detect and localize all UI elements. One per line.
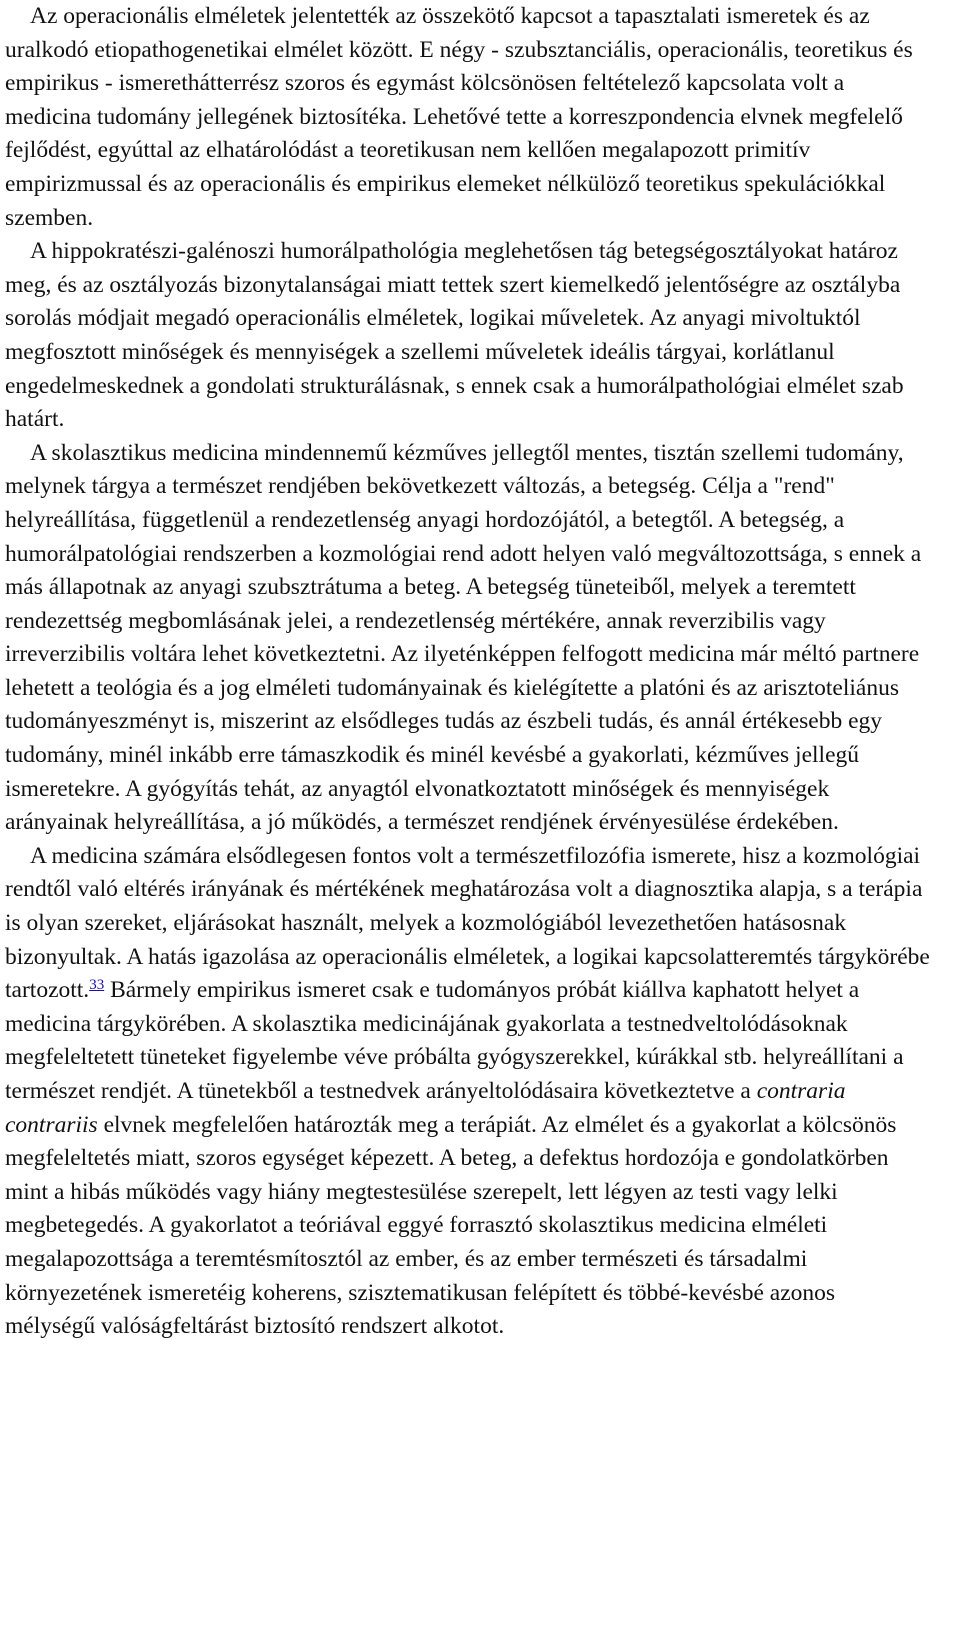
footnote-ref-link[interactable]: 33 — [89, 977, 105, 994]
paragraph-2: A hippokratészi-galénoszi humorálpathológia meglehetősen tág betegségosztályokat határoz meg, és az osztályozás bizonytalanságai miatt tettek szert kiemelkedő jelentőségre az osztályba sorolás módjait megadó operacionális elméletek, logikai műveletek. Az anyagi mivoltuktól megfosztott minőségek és mennyiségek a szellemi műveletek ideális tárgyai, korlátlanul engedelmeskednek a gondolati strukturálásnak, s ennek csak a humorálpathológiai elmélet szab határt. — [5, 238, 904, 433]
paragraph-1: Az operacionális elméletek jelentették az összekötő kapcsot a tapasztalati ismeretek és az uralkodó etiopathogenetikai elmélet között. E négy - szubsztanciális, operacionális, teoretikus és empirikus - ismerethátterrész szoros és egymást kölcsönösen feltételező kapcsolata volt a medicina tudomány jellegének biztosítéka. Lehetővé tette a korreszpondencia elvnek megfelelő fejlődést, egyúttal az elhatárolódást a teoretikusan nem kellően megalapozott primitív empirizmussal és az operacionális és empirikus elemeket nélkülöző teoretikus spekulációkkal szemben. — [5, 3, 913, 231]
latin-phrase: contraria contrariis — [5, 1078, 846, 1138]
paragraph-4 — [5, 840, 930, 1344]
paragraph-4-text-end: elvnek megfelelően határozták meg a terápiát. Az elmélet és a gyakorlat a kölcsönös megfeleltetés miatt, szoros egységet képezett. A beteg, a defektus hordozója e gondolatkörben mint a hibás működés vagy hiány megtestesülése szerepelt, lett légyen az testi vagy lelki megbetegedés. A gyakorlatot a teóriával eggyé forrasztó skolasztikus medicina elméleti megalapozottsága a teremtésmítosztól az ember, és az ember természeti és társadalmi környezetének ismeretéig koherens, szisztematikusan felépített és többé-kevésbé azonos mélységű valóságfeltárást biztosító rendszert alkotot. — [5, 1111, 897, 1340]
paragraph-4-text-before-footnote: A medicina számára elsődlegesen fontos volt a természetfilozófia ismerete, hisz a kozmológiai rendtől való eltérés irányának és mértékének meghatározása volt a diagnosztika alapja, s a terápia is olyan szereket, eljárásokat használt, melyek a kozmológiából levezethetően hatásosnak bizonyultak. A hatás igazolása az operacionális elméletek, a logikai kapcsolatteremtés tárgykörébe tartozott. — [5, 842, 930, 1004]
paragraph-4-text-after-footnote: Bármely empirikus ismeret csak e tudományos próbát kiállva kaphatott helyet a medicina tárgykörében. A skolasztika medicinájának gyakorlata a testnedveltolódásoknak megfeleltetett tüneteket figyelembe véve próbálta gyógyszerekkel, kúrákkal stb. helyreállítani a természet rendjét. A tünetekből a testnedvek arányeltolódásaira következtetve a — [5, 977, 904, 1104]
paragraph-3: A skolasztikus medicina mindennemű kézműves jellegtől mentes, tisztán szellemi tudomány, melynek tárgya a természet rendjében bekövetkezett változás, a betegség. Célja a "rend" helyreállítása, függetlenül a rendezetlenség anyagi hordozójától, a betegtől. A betegség, a humorálpatológiai rendszerben a kozmológiai rend adott helyen való megváltozottsága, s ennek a más állapotnak az anyagi szubsztrátuma a beteg. A betegség tüneteiből, melyek a teremtett rendezettség megbomlásának jelei, a rendezetlenség mértékére, annak reverzibilis vagy irreverzibilis voltára lehet következtetni. Az ilyeténképpen felfogott medicina már méltó partnere lehetett a teológia és a jog elméleti tudományainak és kielégítette a platóni és az arisztoteliánus tudományeszményt is, miszerint az elsődleges tudás az észbeli tudás, és annál értékesebb egy tudomány, minél inkább erre támaszkodik és minél kevésbé a gyakorlati, kézműves jellegű ismeretekre. A gyógyítás tehát, az anyagtól elvonatkoztatott minőségek és mennyiségek arányainak helyreállítása, a jó működés, a természet rendjének érvényesülése érdekében. — [5, 439, 922, 836]
